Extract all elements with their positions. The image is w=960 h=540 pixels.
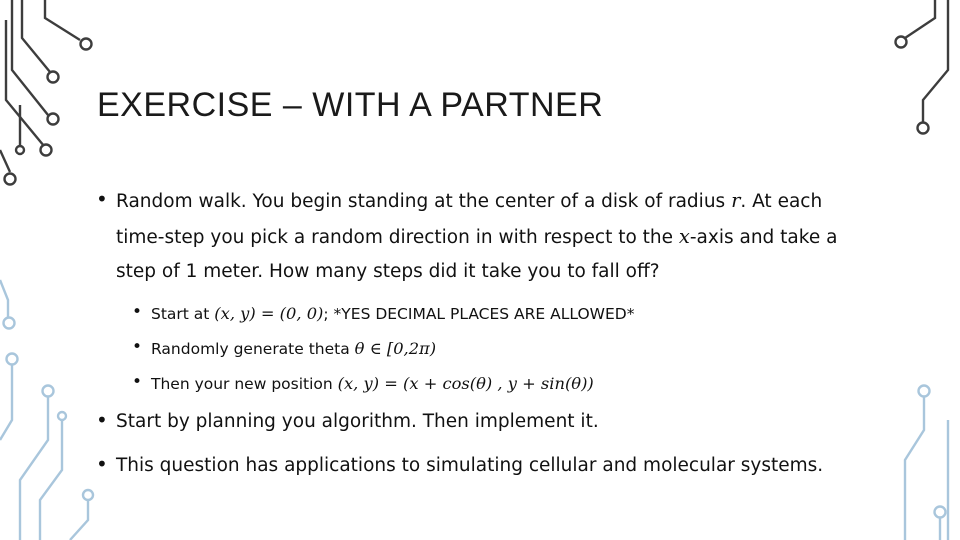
bullet-plan: • Start by planning you algorithm. Then implement it. [96, 405, 876, 440]
sub-bullet-start: • Start at (x, y) = (0, 0); *YES DECIMAL PLACES ARE ALLOWED* [96, 300, 876, 328]
math-var-x: x [678, 224, 690, 248]
bullet-random-walk [96, 184, 876, 290]
bullet-line: • Random walk. You begin standing at the center of a disk of radius r. At each [116, 189, 823, 212]
slide-body [96, 184, 876, 494]
sub-bullet-theta: • Randomly generate theta θ ∈ [0,2π) [96, 335, 876, 363]
math-expression: θ ∈ [0,2π) [354, 338, 437, 358]
bullet-line: step of 1 meter. How many steps did it take you to fall off? [116, 261, 660, 282]
slide-title: EXERCISE – WITH A PARTNER [97, 86, 604, 124]
sub-bullet-position: • Then your new position (x, y) = (x + cos(θ) , y + sin(θ)) [96, 370, 876, 398]
sub-bullet-list [96, 300, 876, 398]
math-expression: (x, y) = (x + cos(θ) , y + sin(θ)) [337, 373, 594, 393]
math-expression: (x, y) = (0, 0) [214, 303, 324, 323]
math-var-r: r [731, 189, 741, 212]
bullet-applications: • This question has applications to simulating cellular and molecular systems. [96, 449, 876, 484]
bullet-line: time-step you pick a random direction in with respect to the x-axis and take a [116, 224, 838, 248]
